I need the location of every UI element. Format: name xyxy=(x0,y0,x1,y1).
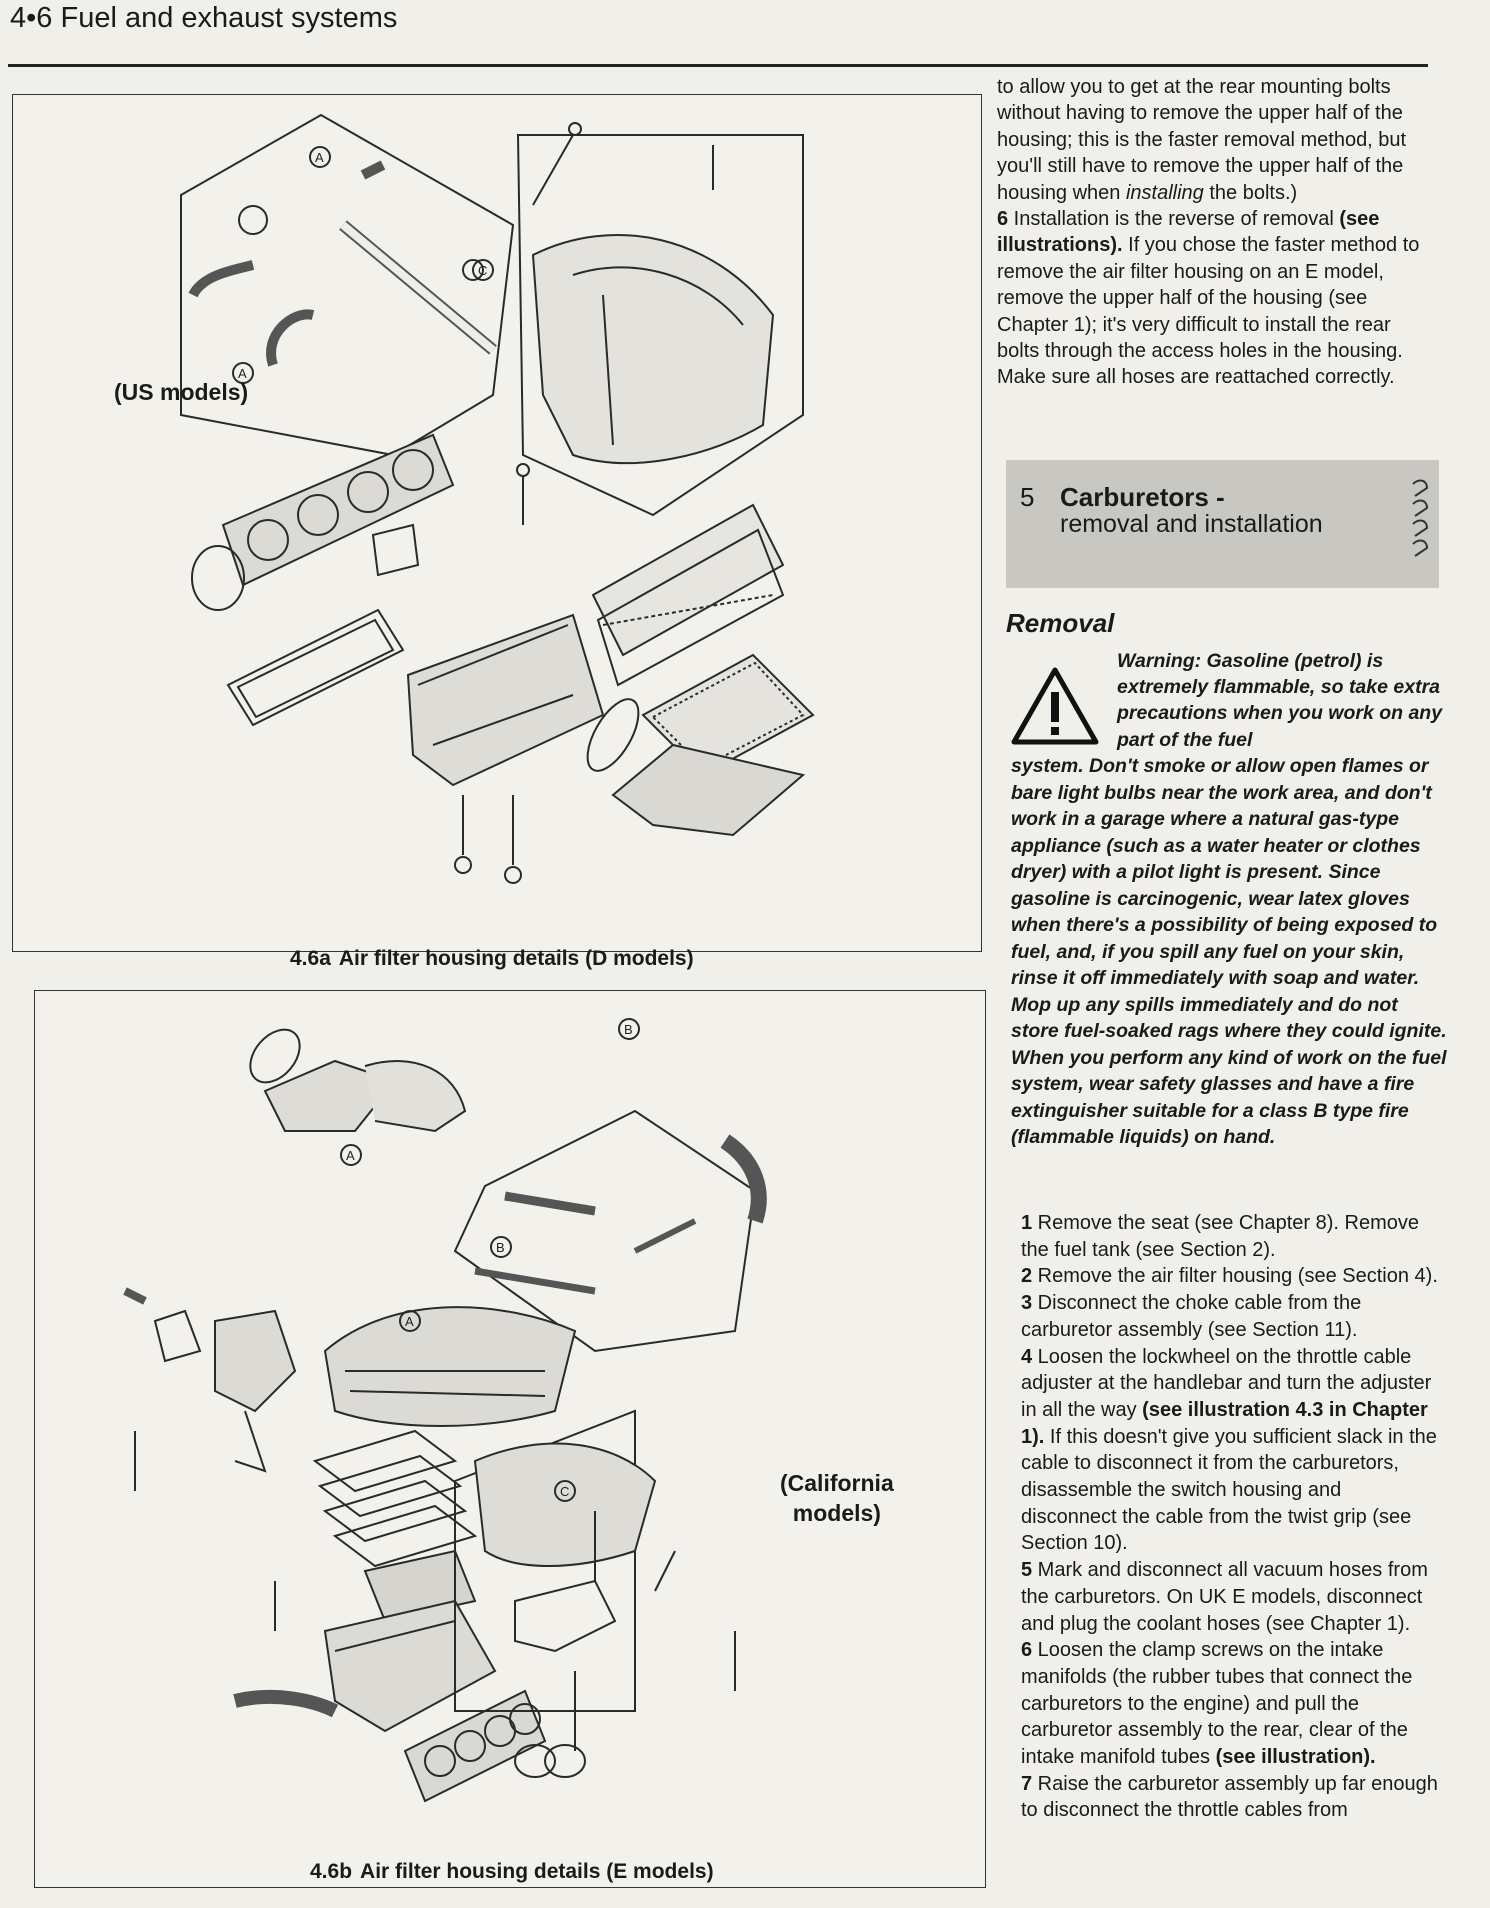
caption-number: 4.6b xyxy=(310,1860,353,1883)
step-6-installation xyxy=(997,206,1433,391)
step-text: Loosen the lockwheel on the throttle cable adjuster at the handlebar and turn the adjuster in all the way xyxy=(1021,1345,1432,1421)
step-text: Disconnect the choke cable from the carburetor assembly (see Section 11). xyxy=(1021,1292,1362,1341)
intro-text xyxy=(997,74,1433,391)
intro-paragraph xyxy=(997,74,1433,206)
page-number: 4•6 xyxy=(10,2,53,34)
step-text: If this doesn't give you sufficient slack in the cable to disconnect it from the carburetors, disassemble the switch housing and disconnect the cable from the twist grip (see Section 10). xyxy=(1021,1425,1437,1555)
step-text: Loosen the clamp screws on the intake manifolds (the rubber tubes that connect the carburetors to the engine) and pull the carburetor assembly to the rear, clear of the intake manifold tubes xyxy=(1021,1639,1413,1769)
section-title: Carburetors - xyxy=(1060,482,1225,512)
figure-4-6b-caption xyxy=(310,1860,714,1884)
step-text: If you chose the faster method to remove the air filter housing on an E model, remove the upper half of the housing (see Chapter 1); it's very difficult to install the rear bolts through the access holes in the housing. Make sure all hoses are reattached correctly. xyxy=(997,234,1420,389)
step-number: 2 xyxy=(1021,1265,1033,1288)
step-number: 6 xyxy=(1021,1639,1033,1662)
callout-a-1-label: A xyxy=(315,150,324,165)
figure-4-6a xyxy=(12,94,982,952)
removal-steps xyxy=(1021,1210,1439,1824)
difficulty-spanner-icon xyxy=(1405,474,1435,570)
step-7 xyxy=(1021,1771,1439,1824)
section-subtitle: removal and installation xyxy=(1060,510,1323,538)
callout-c-2-label: C xyxy=(560,1484,570,1499)
step-4 xyxy=(1021,1344,1439,1558)
step-number: 5 xyxy=(1021,1559,1033,1582)
step-bold-ref: (see illustration). xyxy=(1215,1746,1376,1769)
step-number: 3 xyxy=(1021,1292,1033,1315)
warning-body-text: system. Don't smoke or allow open flames or bare light bulbs near the work area, and don't work in a garage where a natural gas-type appliance (such as a water heater or clothes dryer) with a pilot light is present. Since gasoline is carcinogenic, wear latex gloves when there's a possibility of being exposed to fuel, and, if you spill any fuel on your skin, rinse it off immediately with soap and water. Mop up any spills immediately and do not store fuel-soaked rags where they could ignite. When you perform any kind of work on the fuel system, wear safety glasses and have a fire extinguisher suitable for a class B type fire (flammable liquids) on hand. xyxy=(1011,755,1447,1148)
chapter-title: Fuel and exhaust systems xyxy=(60,2,398,34)
section-banner xyxy=(1006,460,1439,588)
intro-text-2: the bolts.) xyxy=(1203,181,1298,204)
figure-4-6b-drawing xyxy=(35,991,985,1887)
step-bold-ref: (see illustration 4.3 in Chapter 1). xyxy=(1021,1398,1428,1448)
us-models-label: (US models) xyxy=(114,379,249,405)
step-text: Remove the seat (see Chapter 8). Remove the fuel tank (see Section 2). xyxy=(1021,1212,1419,1261)
california-models-label xyxy=(780,1468,894,1528)
callout-b-1-label: B xyxy=(624,1022,633,1037)
callout-a-4-label: A xyxy=(405,1314,414,1329)
figure-4-6b xyxy=(34,990,986,1888)
step-1 xyxy=(1021,1210,1439,1263)
removal-heading: Removal xyxy=(1006,608,1115,638)
step-3 xyxy=(1021,1290,1439,1343)
step-text: Mark and disconnect all vacuum hoses from the carburetors. On UK E models, disconnect and plug the coolant hoses (see Chapter 1). xyxy=(1021,1559,1428,1635)
step-number: 1 xyxy=(1021,1212,1033,1234)
caption-text: Air filter housing details (D models) xyxy=(338,947,694,970)
caption-number: 4.6a xyxy=(290,947,331,970)
header-rule xyxy=(8,64,1428,67)
callout-b-2-label: B xyxy=(496,1240,505,1255)
step-6 xyxy=(1021,1637,1439,1771)
step-text: Installation is the reverse of removal xyxy=(1008,208,1340,231)
caption-text: Air filter housing details (E models) xyxy=(360,1860,714,1883)
callout-a-3-label: A xyxy=(346,1148,355,1163)
callout-a-2-label: A xyxy=(238,366,247,381)
step-number: 4 xyxy=(1021,1345,1033,1368)
callout-c-1-label: C xyxy=(478,263,488,278)
intro-text-1: to allow you to get at the rear mounting bolts without having to remove the upper half of the housing; this is the faster removal method, but you'll still have to remove the upper half of the housing when xyxy=(997,76,1407,204)
step-2 xyxy=(1021,1263,1439,1290)
warning-lead-text: Warning: Gasoline (petrol) is extremely flammable, so take extra precautions when you work on any part of the fuel xyxy=(1117,650,1443,751)
warning-triangle-icon xyxy=(1010,666,1100,746)
california-label-line2: models) xyxy=(792,1500,881,1526)
figure-4-6a-drawing xyxy=(13,95,981,951)
figure-4-6a-caption xyxy=(290,947,694,971)
california-label-line1: (California xyxy=(780,1470,894,1496)
intro-emphasis: installing xyxy=(1125,181,1204,204)
step-text: Remove the air filter housing (see Section 4). xyxy=(1032,1265,1438,1288)
step-number: 7 xyxy=(1021,1772,1033,1795)
page-header xyxy=(10,2,397,35)
step-text: Raise the carburetor assembly up far enough to disconnect the throttle cables from xyxy=(1021,1772,1438,1822)
section-number: 5 xyxy=(1020,482,1035,512)
step-number: 6 xyxy=(997,208,1009,231)
step-5 xyxy=(1021,1557,1439,1637)
step-bold-ref: (see illustrations). xyxy=(997,208,1380,257)
